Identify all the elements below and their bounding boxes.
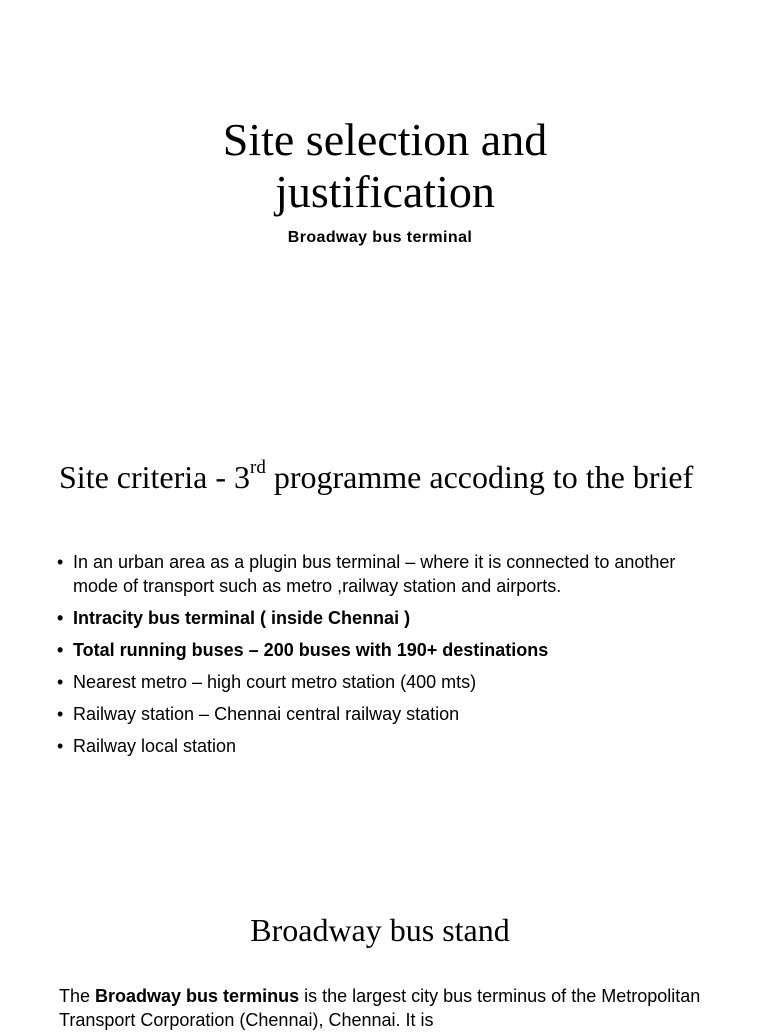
bullet-icon: • bbox=[57, 672, 64, 692]
body-text-suffix: is the largest city bus terminus of the Metropolitan Transport Corporation (Chennai), Chennai. It is bbox=[59, 986, 701, 1030]
section-title-site-criteria bbox=[59, 458, 739, 496]
section-body-text bbox=[59, 984, 739, 1032]
body-text-prefix: The bbox=[59, 986, 96, 1006]
bullet-text: Total running buses – 200 buses with 190+ destinations bbox=[73, 640, 549, 660]
bullet-item bbox=[57, 638, 717, 662]
page-title: Site selection and justification bbox=[222, 114, 548, 217]
bullet-icon: • bbox=[57, 608, 64, 628]
page-subtitle: Broadway bus terminal bbox=[287, 229, 473, 246]
bullet-text: Railway station – Chennai central railway station bbox=[73, 704, 460, 724]
bullet-text: In an urban area as a plugin bus terminal – where it is connected to another mode of transport such as metro ,railway station and airports. bbox=[73, 552, 676, 596]
bullet-text: Railway local station bbox=[73, 736, 237, 756]
bullet-item bbox=[57, 734, 717, 758]
section-title-suffix: programme accoding to the brief bbox=[265, 459, 694, 495]
bullet-icon: • bbox=[57, 552, 64, 572]
bullet-item bbox=[57, 550, 717, 598]
bullet-text: Intracity bus terminal ( inside Chennai ) bbox=[73, 608, 411, 628]
bullet-icon: • bbox=[57, 640, 64, 660]
bullet-text: Nearest metro – high court metro station (400 mts) bbox=[73, 672, 477, 692]
section-title-prefix: Site criteria - 3 bbox=[59, 459, 251, 495]
section-title-broadway-bus-stand: Broadway bus stand bbox=[250, 912, 510, 948]
body-text-bold: Broadway bus terminus bbox=[95, 986, 300, 1006]
bullet-item bbox=[57, 606, 717, 630]
bullet-icon: • bbox=[57, 704, 64, 724]
bullet-item bbox=[57, 702, 717, 726]
bullet-icon: • bbox=[57, 736, 64, 756]
bullet-item bbox=[57, 670, 717, 694]
criteria-bullet-list bbox=[57, 550, 717, 766]
section-title-superscript: rd bbox=[250, 457, 266, 479]
